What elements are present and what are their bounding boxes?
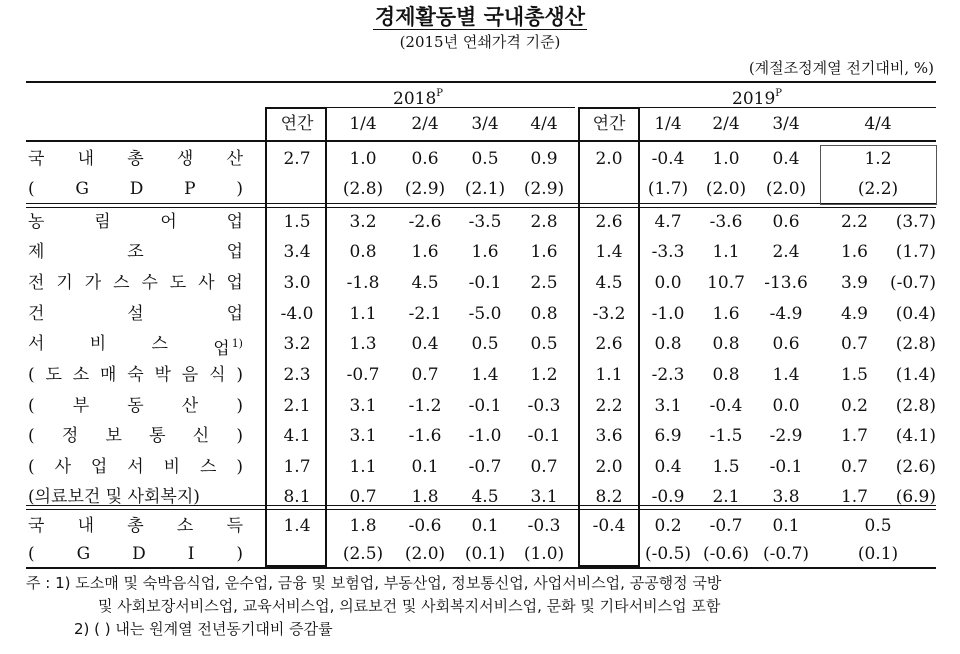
table-cell: 2.8: [530, 212, 558, 232]
table-cell: -1.5: [709, 426, 743, 446]
table-cell: (1.0): [523, 544, 565, 564]
column-header: 연간: [280, 114, 314, 134]
row-label: 전 기 가 스 수 도 사 업: [28, 273, 243, 293]
table-cell: (0.1): [464, 544, 506, 564]
table-cell: 1.0: [349, 149, 377, 169]
row-label: ( G D P ): [28, 179, 243, 199]
table-cell: 1.6: [840, 242, 868, 262]
table-cell: -4.0: [280, 304, 314, 324]
table-cell: 4.5: [411, 273, 439, 293]
table-cell: 4.1: [283, 426, 311, 446]
table-cell: 1.5: [840, 365, 868, 385]
table-cell: -0.4: [651, 149, 685, 169]
table-cell: 1.8: [349, 516, 377, 536]
column-header: 2/4: [411, 114, 439, 134]
table-cell: -3.6: [709, 212, 743, 232]
table-cell: 3.0: [283, 273, 311, 293]
table-cell: -0.7: [346, 365, 380, 385]
table-cell: -5.0: [468, 304, 502, 324]
table-cell: 2.1: [712, 487, 740, 507]
row-label: (의료보건 및 사회복지): [28, 487, 200, 507]
table-cell: 3.8: [772, 487, 800, 507]
table-cell: 1.5: [712, 457, 740, 477]
table-cell: -2.9: [769, 426, 803, 446]
table-cell: 2.6: [595, 212, 623, 232]
table-cell: -3.5: [468, 212, 502, 232]
column-header: 1/4: [349, 114, 377, 134]
table-cell: 0.8: [654, 334, 682, 354]
yoy-cell: (6.9): [895, 487, 936, 507]
table-cell: 1.4: [471, 365, 499, 385]
row-label: ( G D I ): [28, 544, 243, 564]
table-cell: 2.7: [283, 149, 311, 169]
row-label: 제 조 업: [28, 242, 243, 262]
table-cell: (2.0): [705, 179, 747, 199]
table-cell: (-0.5): [644, 544, 692, 564]
table-cell: (2.1): [464, 179, 506, 199]
table-cell: 1.3: [349, 334, 377, 354]
table-cell: 2.2: [840, 212, 868, 232]
table-cell: 4.5: [471, 487, 499, 507]
table-cell: 3.9: [840, 273, 868, 293]
table-cell: 1.6: [471, 242, 499, 262]
table-cell: 2.0: [595, 457, 623, 477]
column-header: 3/4: [772, 114, 800, 134]
table-cell: (2.0): [404, 544, 446, 564]
table-cell: 3.2: [349, 212, 377, 232]
table-cell: 2.6: [595, 334, 623, 354]
row-label: 서 비 스 업 $^{1)}$: [28, 334, 243, 359]
table-cell: (2.0): [765, 179, 807, 199]
column-header: 4/4: [864, 114, 892, 134]
column-header: 연간: [592, 114, 626, 134]
table-cell: 1.4: [595, 242, 623, 262]
table-cell: 0.9: [530, 149, 558, 169]
header-bottom-rule: [26, 140, 936, 142]
table-cell: (-0.6): [702, 544, 750, 564]
table-cell: 0.5: [864, 516, 892, 536]
table-cell: -0.7: [709, 516, 743, 536]
table-cell: 1.7: [840, 487, 868, 507]
table-cell: 0.1: [471, 516, 499, 536]
table-cell: 10.7: [707, 273, 745, 293]
column-header: 1/4: [654, 114, 682, 134]
table-cell: -2.6: [408, 212, 442, 232]
yoy-cell: (3.7): [895, 212, 936, 232]
table-cell: 0.8: [712, 334, 740, 354]
table-cell: 3.1: [349, 396, 377, 416]
table-cell: 0.2: [654, 516, 682, 536]
page-title: 경제활동별 국내총생산: [374, 5, 586, 29]
gdp-section-rule: [26, 203, 936, 208]
table-cell: 1.8: [411, 487, 439, 507]
table-cell: 0.4: [772, 149, 800, 169]
footnote-marker: 1): [231, 337, 243, 350]
table-cell: 4.9: [840, 304, 868, 324]
table-cell: 0.5: [471, 149, 499, 169]
table-cell: -0.1: [468, 273, 502, 293]
table-cell: 1.6: [712, 304, 740, 324]
table-cell: 2.5: [530, 273, 558, 293]
table-cell: -1.8: [346, 273, 380, 293]
row-label: 국 내 총 생 산: [28, 149, 243, 169]
table-cell: 0.4: [654, 457, 682, 477]
table-cell: 0.6: [411, 149, 439, 169]
table-cell: 0.8: [712, 365, 740, 385]
table-cell: -0.3: [527, 516, 561, 536]
table-cell: (2.8): [342, 179, 384, 199]
table-cell: 1.1: [712, 242, 740, 262]
table-cell: 1.6: [530, 242, 558, 262]
table-cell: (1.7): [647, 179, 689, 199]
table-cell: (2.9): [523, 179, 565, 199]
table-cell: -2.3: [651, 365, 685, 385]
table-cell: -0.7: [468, 457, 502, 477]
footnote-2: 2) ( ) 내는 원계열 전년동기대비 증감률: [74, 620, 333, 638]
table-top-rule: [26, 81, 936, 83]
table-cell: -1.6: [408, 426, 442, 446]
table-cell: (2.5): [342, 544, 384, 564]
row-label: ( 도 소 매 숙 박 음 식 ): [28, 365, 243, 385]
table-cell: -0.3: [527, 396, 561, 416]
table-cell: 0.7: [411, 365, 439, 385]
table-cell: 0.7: [840, 334, 868, 354]
table-cell: -3.2: [592, 304, 626, 324]
row-label: 건 설 업: [28, 304, 243, 324]
yoy-cell: (0.4): [895, 304, 936, 324]
yoy-cell: (1.7): [895, 242, 936, 262]
table-cell: -0.1: [468, 396, 502, 416]
table-cell: 1.0: [712, 149, 740, 169]
table-cell: 8.1: [283, 487, 311, 507]
table-cell: 0.0: [772, 396, 800, 416]
table-cell: (0.1): [857, 544, 899, 564]
table-cell: -0.4: [709, 396, 743, 416]
table-cell: -1.0: [468, 426, 502, 446]
column-header: 2/4: [712, 114, 740, 134]
table-cell: -0.1: [769, 457, 803, 477]
column-header: 3/4: [471, 114, 499, 134]
table-cell: -2.1: [408, 304, 442, 324]
table-cell: 3.1: [349, 426, 377, 446]
table-cell: 1.7: [840, 426, 868, 446]
yoy-cell: (2.8): [895, 396, 936, 416]
table-cell: 4.5: [595, 273, 623, 293]
table-cell: 4.7: [654, 212, 682, 232]
table-cell: 0.2: [840, 396, 868, 416]
year-header-2018: $2018^P$: [393, 88, 443, 109]
row-label: 농 림 어 업: [28, 212, 243, 232]
table-cell: 0.5: [471, 334, 499, 354]
table-cell: -1.2: [408, 396, 442, 416]
table-cell: 2.3: [283, 365, 311, 385]
table-cell: 6.9: [654, 426, 682, 446]
table-cell: -0.1: [527, 426, 561, 446]
table-cell: -0.4: [592, 516, 626, 536]
column-header: 4/4: [530, 114, 558, 134]
table-cell: 3.1: [654, 396, 682, 416]
table-cell: 1.5: [283, 212, 311, 232]
row-label: ( 부 동 산 ): [28, 396, 243, 416]
table-cell: 1.4: [772, 365, 800, 385]
table-cell: 0.4: [411, 334, 439, 354]
table-cell: 3.4: [283, 242, 311, 262]
table-cell: -3.3: [651, 242, 685, 262]
row-label: ( 사 업 서 비 스 ): [28, 457, 243, 477]
unit-note: (계절조정계열 전기대비, %): [748, 59, 934, 77]
table-cell: 0.8: [349, 242, 377, 262]
table-cell: 1.2: [530, 365, 558, 385]
row-label: 국 내 총 소 득: [28, 516, 243, 536]
table-cell: -0.9: [651, 487, 685, 507]
table-cell: 0.6: [772, 334, 800, 354]
yoy-cell: (1.4): [895, 365, 936, 385]
table-cell: 0.5: [530, 334, 558, 354]
table-cell: 0.0: [654, 273, 682, 293]
table-cell: 0.6: [772, 212, 800, 232]
table-cell: -1.0: [651, 304, 685, 324]
footnote-1-cont: 및 사회보장서비스업, 교육서비스업, 의료보건 및 사회복지서비스업, 문화 및 기타서비스업 포함: [98, 597, 721, 615]
row-label: ( 정 보 통 신 ): [28, 426, 243, 446]
table-cell: -4.9: [769, 304, 803, 324]
table-cell: 1.1: [349, 457, 377, 477]
table-cell: 8.2: [595, 487, 623, 507]
table-cell: (2.2): [857, 179, 899, 199]
yoy-cell: (2.8): [895, 334, 936, 354]
table-cell: 1.1: [349, 304, 377, 324]
table-cell: 3.2: [283, 334, 311, 354]
table-cell: 1.4: [283, 516, 311, 536]
table-cell: 0.1: [772, 516, 800, 536]
table-cell: 3.6: [595, 426, 623, 446]
table-cell: (2.9): [404, 179, 446, 199]
table-cell: 0.8: [530, 304, 558, 324]
table-cell: 3.1: [530, 487, 558, 507]
table-cell: 1.6: [411, 242, 439, 262]
page-subtitle: (2015년 연쇄가격 기준): [399, 33, 561, 51]
table-cell: 0.7: [840, 457, 868, 477]
yoy-cell: (-0.7): [889, 273, 936, 293]
table-cell: (-0.7): [762, 544, 810, 564]
yoy-cell: (4.1): [895, 426, 936, 446]
table-bottom-rule: [26, 567, 936, 569]
table-cell: 2.0: [595, 149, 623, 169]
table-cell: 1.1: [595, 365, 623, 385]
table-cell: 0.7: [530, 457, 558, 477]
table-cell: 0.1: [411, 457, 439, 477]
table-cell: 1.2: [864, 149, 892, 169]
table-cell: 2.4: [772, 242, 800, 262]
table-cell: 0.7: [349, 487, 377, 507]
footnote-1: 주 : 1) 도소매 및 숙박음식업, 운수업, 금융 및 보험업, 부동산업, 정보통신업, 사업서비스업, 공공행정 국방: [26, 574, 722, 592]
table-cell: 2.1: [283, 396, 311, 416]
year-header-2019: $2019^P$: [732, 88, 782, 109]
table-cell: 1.7: [283, 457, 311, 477]
table-cell: -13.6: [764, 273, 808, 293]
table-cell: -0.6: [408, 516, 442, 536]
yoy-cell: (2.6): [895, 457, 936, 477]
table-cell: 2.2: [595, 396, 623, 416]
